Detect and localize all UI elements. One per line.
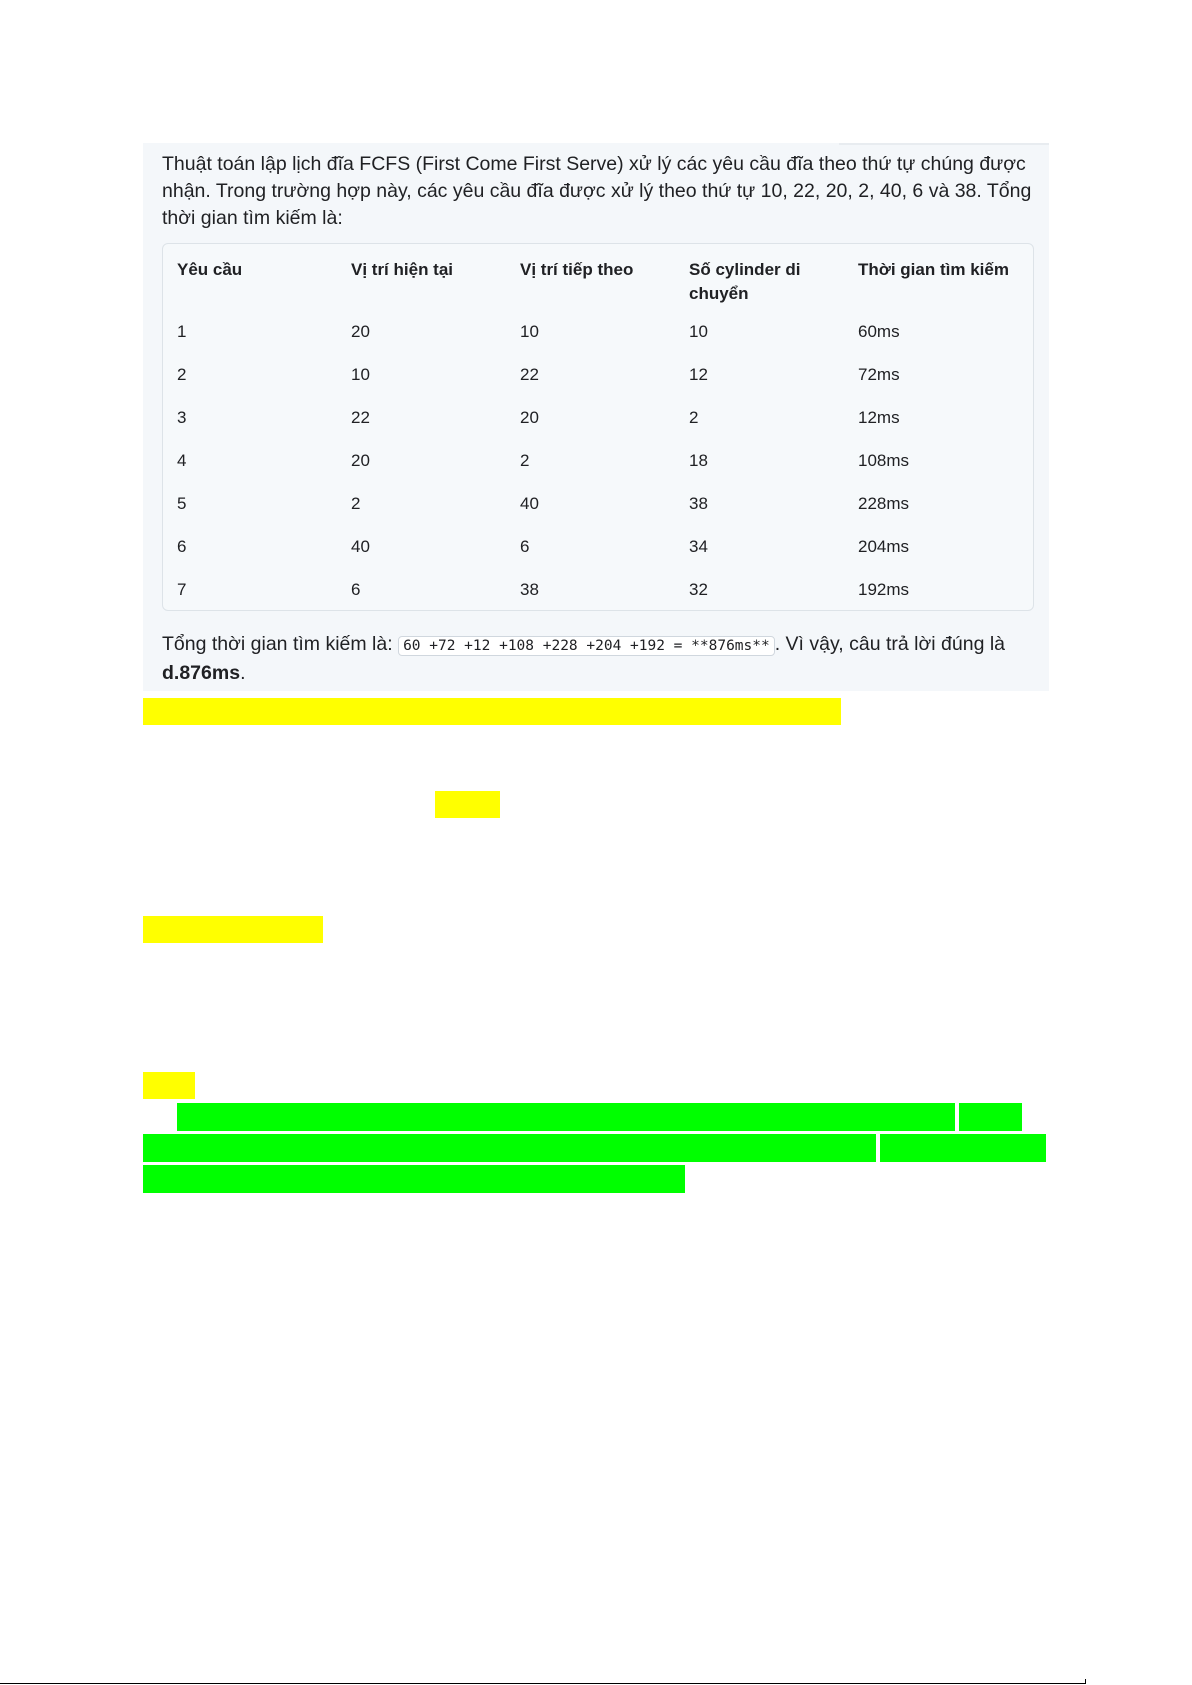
green-highlight-bar [143, 1134, 876, 1162]
total-prefix: Tổng thời gian tìm kiếm là: [162, 633, 399, 655]
cell-request: 4 [177, 451, 187, 470]
intro-paragraph: Thuật toán lập lịch đĩa FCFS (First Come First Serve) xử lý các yêu cầu đĩa theo thứ tự chúng được nhận. Trong trường hợp này, các yêu cầu đĩa được xử lý theo thứ tự 10, 22, 20, 2, 40, 6 và 38. Tổng thời gian tìm kiếm là: [162, 153, 1032, 229]
table-row [163, 320, 1033, 363]
cell-next-position: 6 [520, 537, 530, 556]
yellow-highlight-bar [143, 1072, 195, 1099]
cell-next-position: 40 [520, 494, 539, 513]
header-current-position: Vị trí hiện tại [351, 260, 454, 279]
cell-current-position: 6 [351, 580, 361, 599]
header-seek-time: Thời gian tìm kiếm [858, 260, 1009, 279]
cell-cylinders-moved: 12 [689, 365, 708, 384]
cell-next-position: 2 [520, 451, 530, 470]
cell-seek-time: 72ms [858, 365, 900, 384]
total-suffix: . Vì vậy, câu trả lời đúng là [774, 633, 1006, 655]
screenshot-edge [839, 143, 1049, 145]
cell-cylinders-moved: 32 [689, 580, 708, 599]
table-body [163, 320, 1033, 621]
table-header-row [163, 258, 1033, 318]
green-highlight-bar [959, 1103, 1022, 1131]
page-bottom-tick [1085, 1679, 1086, 1684]
cell-next-position: 38 [520, 580, 539, 599]
page-bottom-rule [0, 1683, 1085, 1684]
cell-current-position: 2 [351, 494, 361, 513]
cell-seek-time: 108ms [858, 451, 910, 470]
table-row [163, 578, 1033, 621]
table-row [163, 535, 1033, 578]
total-paragraph [162, 631, 1042, 687]
seek-time-table [162, 243, 1034, 611]
total-formula-code: 60 +72 +12 +108 +228 +204 +192 = **876ms** [398, 636, 775, 656]
cell-seek-time: 60ms [858, 322, 900, 341]
cell-current-position: 20 [351, 451, 370, 470]
cell-request: 5 [177, 494, 187, 513]
cell-seek-time: 204ms [858, 537, 910, 556]
green-highlight-bar [880, 1134, 1046, 1162]
cell-cylinders-moved: 10 [689, 322, 708, 341]
header-request: Yêu cầu [177, 260, 243, 279]
cell-cylinders-moved: 2 [689, 408, 699, 427]
yellow-highlight-bar [143, 698, 841, 725]
cell-request: 3 [177, 408, 187, 427]
total-end: . [240, 662, 246, 684]
cell-current-position: 40 [351, 537, 370, 556]
cell-cylinders-moved: 34 [689, 537, 708, 556]
cell-seek-time: 12ms [858, 408, 900, 427]
cell-seek-time: 228ms [858, 494, 910, 513]
cell-next-position: 10 [520, 322, 539, 341]
answer-screenshot [143, 143, 1049, 691]
cell-cylinders-moved: 38 [689, 494, 708, 513]
table-row [163, 449, 1033, 492]
cell-current-position: 20 [351, 322, 370, 341]
cell-request: 1 [177, 322, 187, 341]
table-row [163, 363, 1033, 406]
green-highlight-bar [177, 1103, 955, 1131]
header-next-position: Vị trí tiếp theo [520, 260, 634, 279]
table-row [163, 492, 1033, 535]
cell-current-position: 10 [351, 365, 370, 384]
green-highlight-bar [143, 1165, 685, 1193]
cell-request: 7 [177, 580, 187, 599]
table-row [163, 406, 1033, 449]
cell-cylinders-moved: 18 [689, 451, 708, 470]
correct-answer: d.876ms [162, 662, 241, 684]
cell-next-position: 20 [520, 408, 539, 427]
cell-request: 6 [177, 537, 187, 556]
cell-seek-time: 192ms [858, 580, 910, 599]
cell-current-position: 22 [351, 408, 370, 427]
yellow-highlight-bar [435, 791, 500, 818]
cell-next-position: 22 [520, 365, 539, 384]
header-cylinders-moved: Số cylinder di chuyển [689, 260, 801, 303]
yellow-highlight-bar [143, 916, 323, 943]
cell-request: 2 [177, 365, 187, 384]
